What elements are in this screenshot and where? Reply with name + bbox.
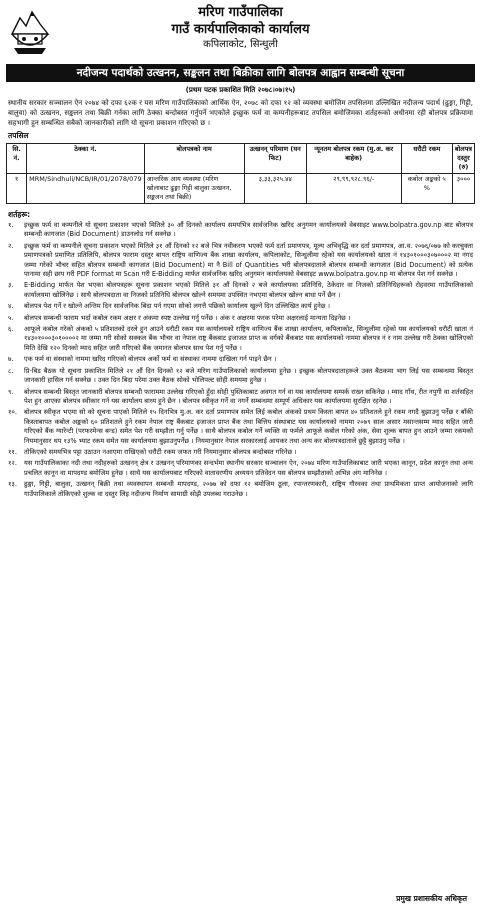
cell-deposit: कबोल अङ्कको ५ % [401, 174, 452, 204]
term-item [8, 281, 473, 300]
term-text: तोकिएको समयभित्र पट्टा उठाउन नआएमा राखिएको धरौटी रकम जफत गरी नियमानुसार बोलपत्र बन्दोबस्त गरिनेछ । [24, 447, 297, 456]
term-item [8, 355, 473, 364]
intro-paragraph: स्थानीय सरकार सञ्चालन ऐन २०७४ को दफा ६२क र यस मरिण गाउँपालिकाको आर्थिक ऐन, २०७८ को दफा १२ को व्यवस्था बमोजिम तपसिलमा उल्लिखित नदीजन्य पदार्थ (ढुङ्गा, गिट्टी, बालुवा) को उत्खनन, सङ्कलन तथा बिक्री गर्नका लागि ठेक्का बन्दोबस्त गर्नुपर्ने भएकोले इच्छुक फर्म वा कम्पनीहरूबाट तपसिल बमोजिमका शर्तहरूको अधीनमा रही बोलपत्र प्रक्रियामा सहभागी हुन सम्बन्धित सबैको जानकारीको लागि यो सूचना प्रकाशन गरिएको छ । [8, 99, 473, 127]
term-text: यस गाउँपालिकाका नदी तथा नदीहरुको उत्खनन् क्षेत्र र उत्खनन् परिमाणका सन्दर्भमा स्थानीय सरकार सञ्चालन ऐन, २०७४ मरिण गाउँपालिकाबाट जारी भएका कानून, प्रदेश कानून तथा अन्य प्रचलित कानून वा मापदण्ड बमोजिम हुनेछ । साथै यस कार्यालयबाट गरिएको वातावरणीय अध्ययन प्रतिवेदन यस बोलपत्र सम्झौताको अभिन्न अंग मानिनेछ । [24, 459, 473, 477]
term-item [8, 448, 473, 457]
term-item [8, 459, 473, 478]
col-header-contract-no: ठेक्का नं. [27, 144, 144, 174]
term-item [8, 408, 473, 446]
term-text: इच्छुक फर्म वा कम्पनीले यो सूचना प्रकाशन भएको मितिले ३० औं दिनको कार्यालय समयभित्र सार्वजनिक खरिद अनुगमन कार्यालयको वेबसाइट www.bolpatra.gov.np बाट बोलपत्र सम्बन्धी कागजात (Bid Document) डाउनलोड गर्न सक्नेछ । [24, 221, 473, 239]
signatory-title: प्रमुख प्रशासकीय अधिकृत [396, 894, 467, 903]
cell-min-amount: २९,९९,९२८.९६/- [306, 174, 401, 204]
term-text: बोलपत्र सम्बन्धी फाराम भर्दा कबोल रकम अक्षर र अंकमा स्पष्ट उल्लेख गर्नु पर्नेछ । अंक र अक्षरमा फरक परेमा अक्षरलाई मान्यता दिइनेछ । [24, 313, 351, 322]
term-number: ११. [8, 447, 17, 456]
col-header-sn: सि. नं. [7, 144, 27, 174]
col-header-quantity: उत्खनन् परिमाण (घन फिट) [244, 144, 306, 174]
term-text: बोलपत्र पेश गर्ने र खोल्ने अन्तिम दिन सार्वजनिक बिदा पर्न गएमा सोको लगत्तै पछिको कार्यालय खुल्ने दिन उल्लिखित कार्य हुनेछ । [24, 302, 331, 311]
term-item [8, 302, 473, 311]
term-number: १. [8, 221, 14, 229]
table-row [7, 174, 475, 204]
terms-list [8, 221, 473, 499]
term-text: बोलपत्र सम्बन्धी बिस्तृत जानकारी बोलपत्र सम्बन्धी फाराममा उल्लेख गरिएको हुँदा सोही पुस्तिकाबाट अवगत गर्न वा यस कार्यालयमा सम्पर्क राख्न सकिनेछ । म्याद गाँथ, रीत नपुगी वा शर्तसहित पेश हुन आएका बोलपत्र स्वीकार गर्न यस कार्यालय बाध्य हुने छैन । बोलपत्र स्वीकृत गर्ने वा नगर्ने सम्बन्धमा सम्पूर्ण अधिकार यस कार्यालयमा सुरक्षित रहनेछ । [24, 387, 473, 405]
col-header-deposit: धरौटी रकम [401, 144, 452, 174]
term-text: इच्छुक फर्म वा कम्पनीले सूचना प्रकाशन भएको मितिले ३१ औं दिनको १२ बजे भित्र नवीकरण भएको फर्म दर्ता प्रमाणपत्र, मूल्य अभिवृद्धि कर दर्ता प्रमाणपत्र, आ.व. २०७६/०७७ को करचुक्ता प्रमाणपत्रको प्रमाणित प्रतिलिपि, बोलपत्र फाराम दस्तुर बापत राष्ट्रिय वाणिज्य बैंक शाखा कार्यालय, कपिलाकोट, सिन्धुलीमा रहेको यस कार्यालयको खाता नं १४३०१०००३०७०००२ मा नगद जम्मा गरेको भौचर सहित बोलपत्र सम्बन्धी कागजात (Bid Document) मा नै Bill of Quantities भरी बोलपत्रदाताले बोलपत्र सम्बन्धी कागजात (Bid Document) को प्रत्येक पानामा सही छाप गरी PDF format मा Scan गरी E-Bidding मार्फत सार्वजनिक खरिद अनुगमन कार्यालयको वेबसाइट www.bolpatra.gov.np मा बोलपत्र पेश गर्न सक्नेछ । [24, 241, 473, 279]
publication-date: (प्रथम पटक प्रकाशित मिति २०७८।०७।१५) [185, 86, 296, 94]
term-number: १२. [8, 459, 17, 468]
office-name: गाउँ कार्यपालिकाको कार्यालय [171, 22, 310, 37]
term-text: आफूले कबोल गरेको अंकको ५ प्रतिशतको दरले हुन आउने धरौटी रकम यस कार्यालयको राष्ट्रिय वाणिज्य बैंक शाखा कार्यालय, कपिलाकोट, सिन्धुलीमा रहेको यस कार्यालयको धरौटी खाता नं १४३०१०००३०१००००२ मा जम्मा गरी सोको सक्कल बैंक भौचर वा नेपाल राष्ट्र बैंकबाट इजाजत प्राप्त क वर्गको बैंकबाट यस कार्यालयको नाममा बोलपत्र नं र नाम उल्लेख गरी ठेक्का खोलिएको मिति देखि १२० दिनको म्याद सहित जारी गरिएको बैंक जमानत बोलपत्र साथ पेश गर्नु पर्नेछ । [24, 325, 473, 352]
term-number: ८. [8, 366, 14, 375]
letterhead [0, 0, 481, 60]
cell-fee: ३००० [452, 174, 474, 204]
cell-bid-name: आन्तरिक आय व्यवस्था (मरिण खोलाबाट ढुङ्गा गिट्टी बालुवा उत्खनन, सङ्कलन तथा बिक्री) [144, 174, 244, 204]
term-text: बोलपत्र स्वीकृत भएमा सो को सूचना पाएको मितिले १५ दिनभित्र मु.अ. कर दर्ता प्रमाणपत्र समेत लिई कबोल अंकको प्रथम किस्ता बापत ४० प्रतिशतले हुने रकम नगदै बुझाउनु पर्नेछ र बाँकी किस्ताबापत कबोल अङ्कको ६० प्रतिशतले हुने रकम नेपाल राष्ट्र बैंकबाट इजाजत प्राप्त बैंक तथा बित्तिय संस्थाबाट यस कार्यालयको नाममा २०७९ साल असार मसान्तसम्म म्याद सहित जारी गरिएको बैंक ग्यारेन्टी (परफरमेन्स बन्ड) समेत पेश गरी सम्झौता गर्नु पर्नेछ । साथै बोलपत्र कबोल गर्ने व्यक्ति वा फर्मले आफूले कबोल गरेको अंक, सेवा शुल्क बापत हुन आउने जम्मा रकमको नियमानुसार थप १३% भ्याट रकम समेत यस कार्यालयमा बुझाउनुपर्नेछ । नियमानुसार नेपाल सरकारलाई आयकर तथा अन्य कर बोलपत्रदाताले छुट्टै बुझाउनु पर्नेछ । [24, 408, 473, 445]
tender-table [6, 143, 475, 204]
term-number: ५. [8, 313, 14, 322]
term-item [8, 325, 473, 353]
term-number: ३. [8, 281, 14, 290]
notice-title-banner: नदीजन्य पदार्थको उत्खनन, सङ्कलन तथा बिक्रीका लागि बोलपत्र आह्वान सम्बन्धी सूचना [6, 64, 475, 82]
details-label: तपसिल [8, 131, 29, 140]
col-header-bid-name: बोलपत्रको नाम [144, 144, 244, 174]
term-number: २. [8, 241, 14, 250]
col-header-fee: बोलपत्र दस्तुर (रु) [452, 144, 474, 174]
term-number: ४. [8, 302, 14, 311]
col-header-min-amount: न्यूनतम बोलपत्र रकम (मु.अ. कर बाहेक) [306, 144, 401, 174]
term-text: E-Bidding मार्फत पेश भएका बोलपत्रहरू सूचना प्रकाशन भएको मितिले ३१ औं दिनको २ बजे कार्यालयका प्रतिनिधि, ठेकेदार वा निजको प्रतिनिधिहरूको रोहवरमा गाउँपालिकाको कार्यालयमा खोलिनेछ । साथै बोलपत्रदाता वा निजको प्रतिनिधि बोलपत्र खोल्ने समयमा उपस्थित नभएमा बोलपत्र खोल्न बाधा पर्ने छैन । [24, 281, 473, 299]
term-number: ९. [8, 387, 14, 396]
cell-contract-no: MRM/Sindhuli/NCB/IR/01/2078/079 [27, 174, 144, 204]
cell-quantity: ३,३३,३२५.४४ [244, 174, 306, 204]
term-number: १३. [8, 480, 17, 489]
term-item [8, 367, 473, 386]
term-number: ६. [8, 325, 14, 334]
term-item [8, 221, 473, 240]
term-item [8, 388, 473, 407]
municipality-name: मरिण गाउँपालिका [198, 5, 283, 20]
term-text: ढुङ्गा, गिट्टी, बालुवा, उत्खनन् बिक्री तथा व्यवस्थापन सम्बन्धी मापदण्ड, २०७७ को दफा १२ बमोजिम ठूला, रपान्तरणकारी, राष्ट्रिय गौरवका तथा प्राथमिकता प्राप्त आयोजनाको लागि गाउँपालिकाले तोकिएको शुल्क वा दस्तुर लिइ नदीजन्य निर्माण सामाग्री सोझै उपलब्ध गराउनेछ । [24, 480, 473, 498]
term-item [8, 480, 473, 499]
table-header-row [7, 144, 475, 174]
term-number: १०. [8, 408, 17, 417]
terms-heading: शर्तहरू: [8, 210, 31, 219]
term-item [8, 242, 473, 280]
term-text: एक फर्म वा संस्थाको नाममा खरिद गरिएको बोलपत्र अर्को फर्म वा संस्थाका नाममा दाखिला गर्न पाइने छैन । [24, 355, 277, 364]
cell-sn: १ [7, 174, 27, 204]
office-address: कपिलाकोट, सिन्धुली [203, 39, 278, 50]
term-number: ७. [8, 355, 14, 364]
term-text: प्रि-बिड बैठक यो सूचना प्रकाशित मितिले २१ औं दिन दिनको १२ बजे मरिण गाउँपालिकाको कार्यालयमा हुनेछ । इच्छुक बोलपत्रदाताहरूले उक्त बैठकमा भाग लिई यस सम्बन्धमा बिस्तृत जानकारी हासिल गर्न सक्नेछ । उक्त दिन बिदा परेमा उक्त बैठक सोको भोलिपल्ट सोही समयमा हुनेछ । [24, 366, 473, 385]
term-item [8, 314, 473, 323]
